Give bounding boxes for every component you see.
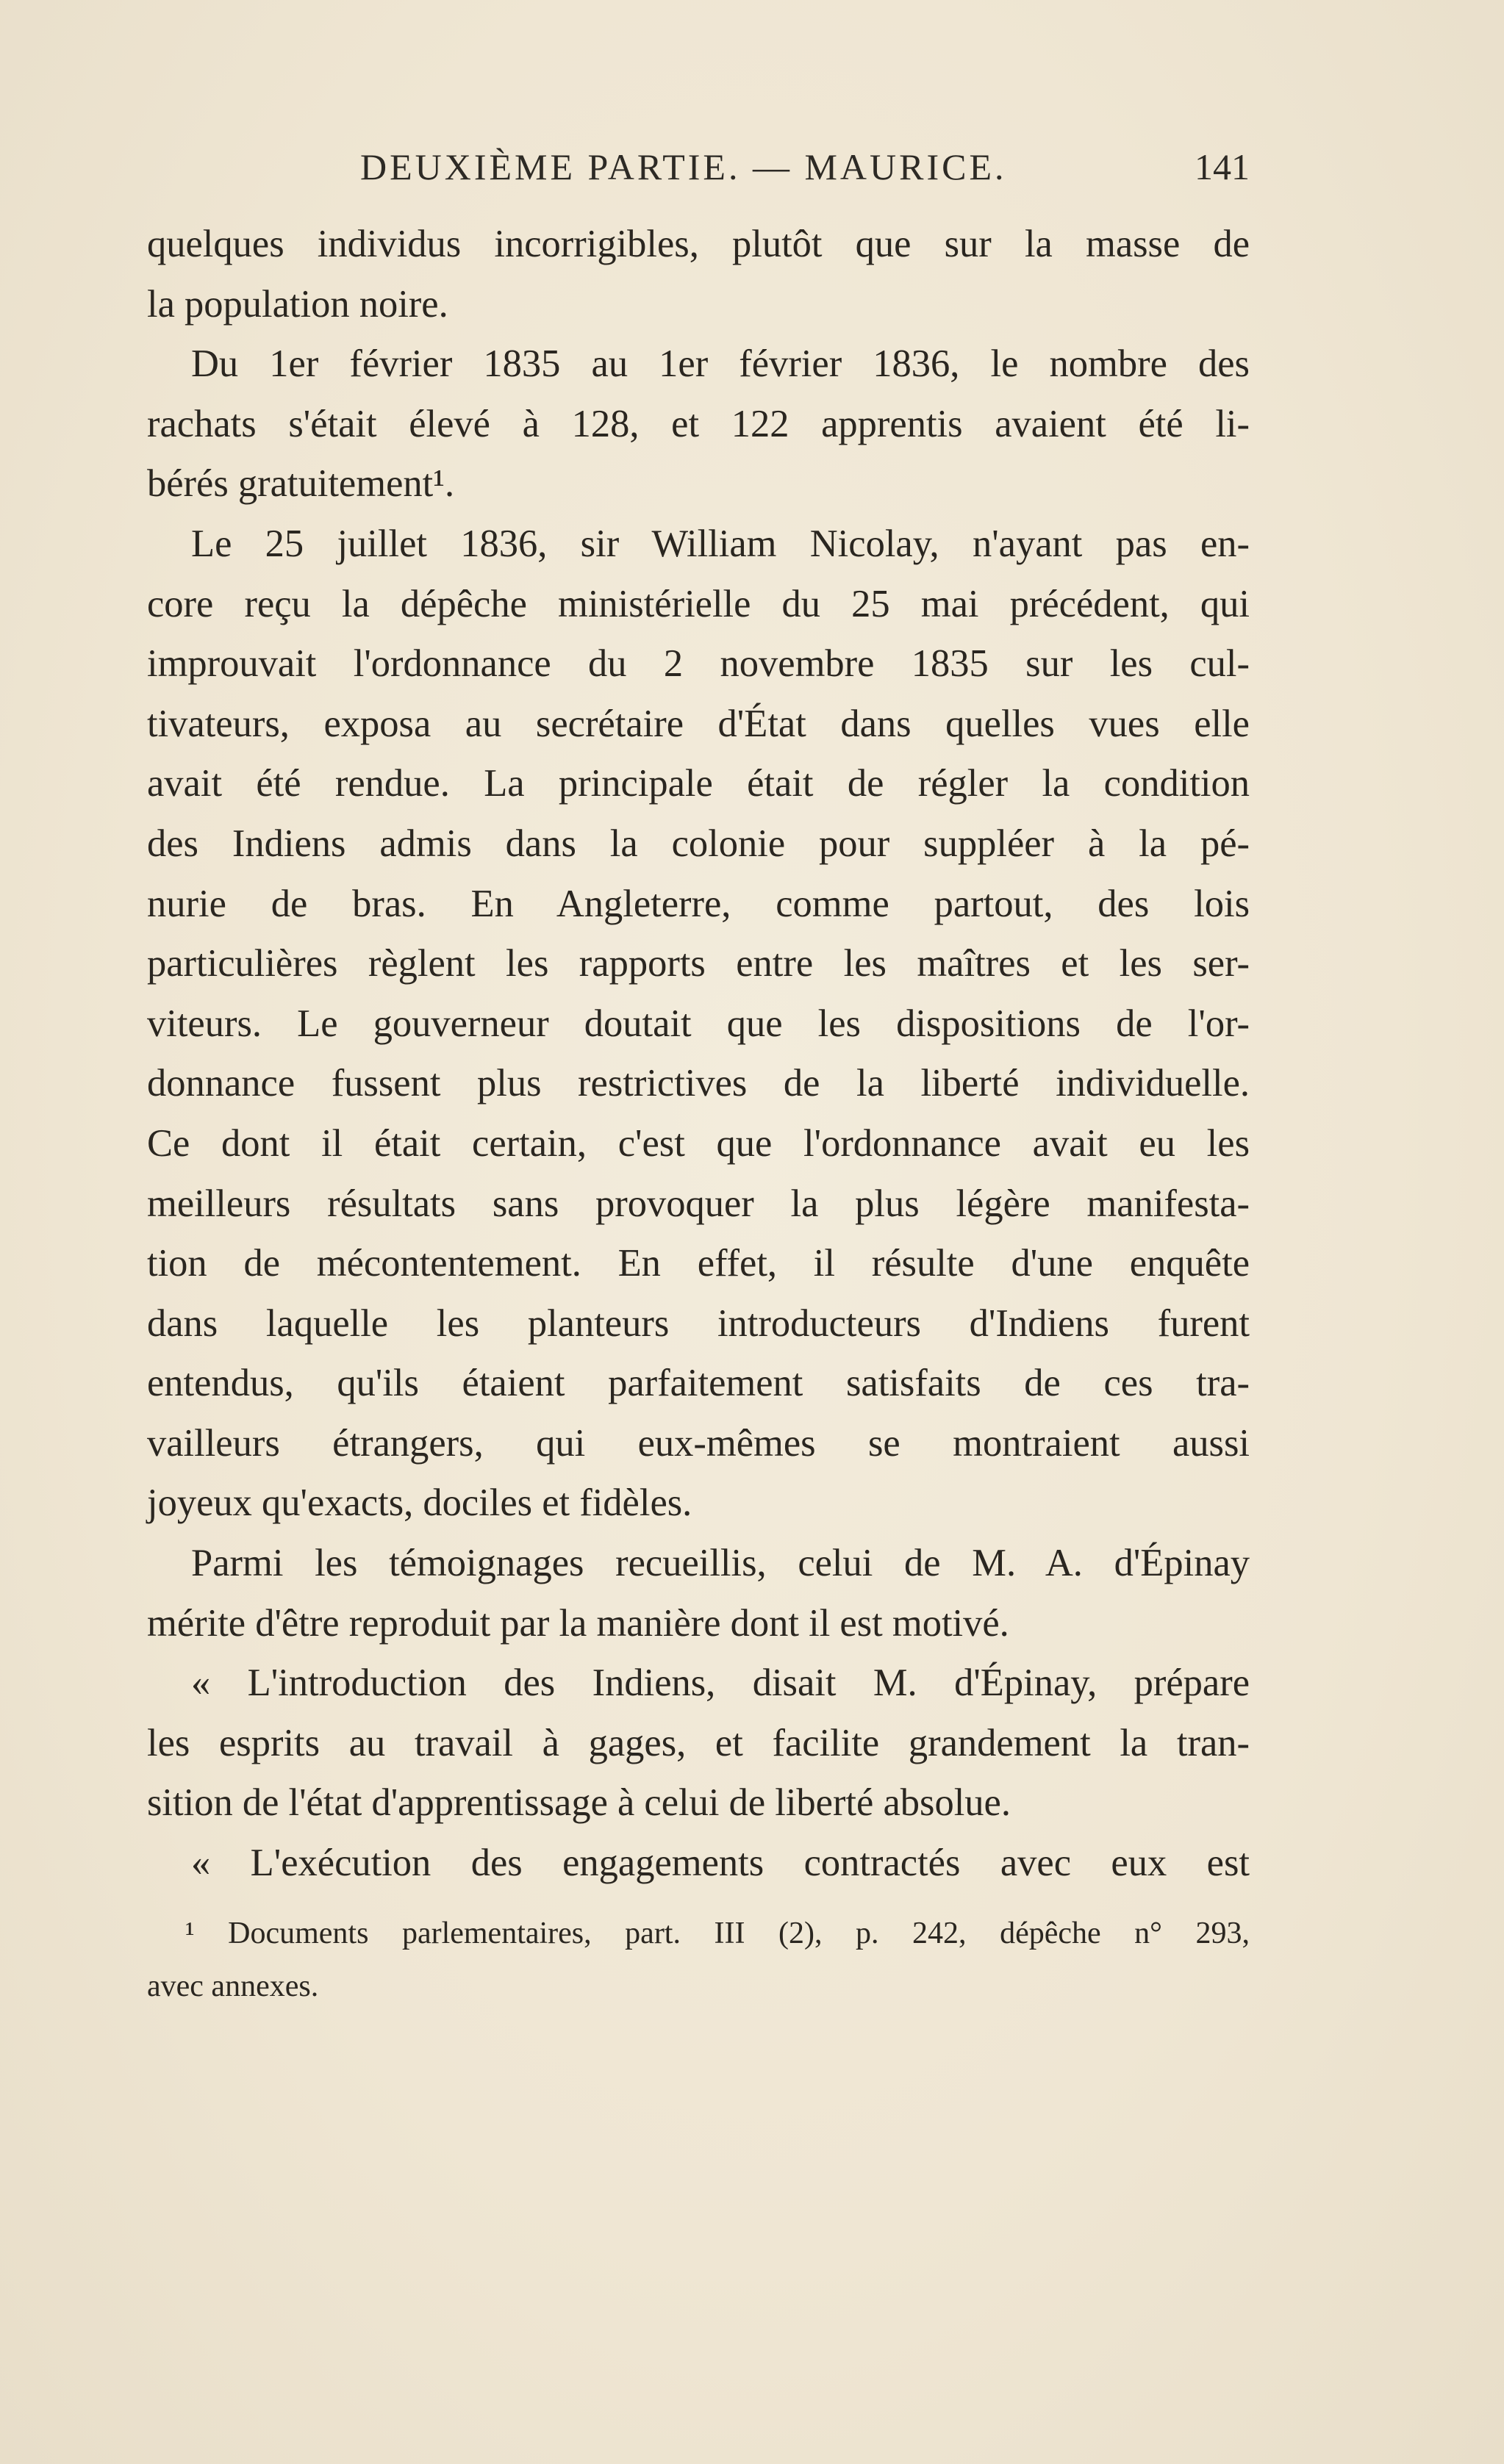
- text-line: improuvait l'ordonnance du 2 novembre 1835 sur les cul-: [147, 642, 1250, 686]
- text-line: quelques individus incorrigibles, plutôt que sur la masse de: [147, 223, 1250, 265]
- text-line: tivateurs, exposa au secrétaire d'État dans quelles vues elle: [147, 702, 1250, 745]
- footnotes: [147, 1907, 1250, 2013]
- text-line: donnance fussent plus restrictives de la liberté individuelle.: [147, 1062, 1250, 1105]
- text-line: dans laquelle les planteurs introducteurs d'Indiens furent: [147, 1301, 1250, 1345]
- text-line: rachats s'était élevé à 128, et 122 apprentis avaient été li-: [147, 402, 1250, 445]
- text-line: des Indiens admis dans la colonie pour suppléer à la pé-: [147, 822, 1250, 865]
- text-line: bérés gratuitement¹.: [147, 462, 455, 506]
- body-text: [147, 215, 1250, 1894]
- text-line: viteurs. Le gouverneur doutait que les dispositions de l'or-: [147, 1002, 1250, 1045]
- running-header: [147, 146, 1250, 197]
- text-line: nurie de bras. En Angleterre, comme partout, des lois: [147, 882, 1250, 925]
- text-line: avait été rendue. La principale était de régler la condition: [147, 762, 1250, 805]
- footnote-line: ¹ Documents parlementaires, part. III (2), p. 242, dépêche n° 293,: [185, 1917, 1250, 1950]
- text-line: meilleurs résultats sans provoquer la plus légère manifesta-: [147, 1182, 1250, 1225]
- text-line: mérite d'être reproduit par la manière dont il est motivé.: [147, 1601, 1009, 1645]
- text-line: Ce dont il était certain, c'est que l'ordonnance avait eu les: [147, 1121, 1250, 1165]
- text-line: « L'introduction des Indiens, disait M. d'Épinay, prépare: [191, 1662, 1250, 1705]
- text-line: core reçu la dépêche ministérielle du 25 mai précédent, qui: [147, 582, 1250, 625]
- text-line: vailleurs étrangers, qui eux-mêmes se montraient aussi: [147, 1421, 1250, 1465]
- text-line: tion de mécontentement. En effet, il résulte d'une enquête: [147, 1242, 1250, 1285]
- text-line: Du 1er février 1835 au 1er février 1836, le nombre des: [191, 342, 1250, 386]
- text-line: sition de l'état d'apprentissage à celui de liberté absolue.: [147, 1781, 1011, 1825]
- text-line: la population noire.: [147, 282, 448, 326]
- text-line: Le 25 juillet 1836, sir William Nicolay, n'ayant pas en-: [191, 522, 1250, 565]
- text-line: Parmi les témoignages recueillis, celui de M. A. d'Épinay: [191, 1542, 1250, 1585]
- text-line: entendus, qu'ils étaient parfaitement satisfaits de ces tra-: [147, 1362, 1250, 1405]
- footnote-line: avec annexes.: [147, 1969, 319, 2003]
- text-line: les esprits au travail à gages, et facilite grandement la tran-: [147, 1721, 1250, 1764]
- text-line: joyeux qu'exacts, dociles et fidèles.: [147, 1481, 692, 1525]
- text-line: « L'exécution des engagements contractés avec eux est: [191, 1842, 1250, 1885]
- text-line: particulières règlent les rapports entre les maîtres et les ser-: [147, 942, 1250, 985]
- running-title: DEUXIÈME PARTIE. — MAURICE.: [360, 146, 1007, 187]
- page-number: 141: [1195, 146, 1250, 187]
